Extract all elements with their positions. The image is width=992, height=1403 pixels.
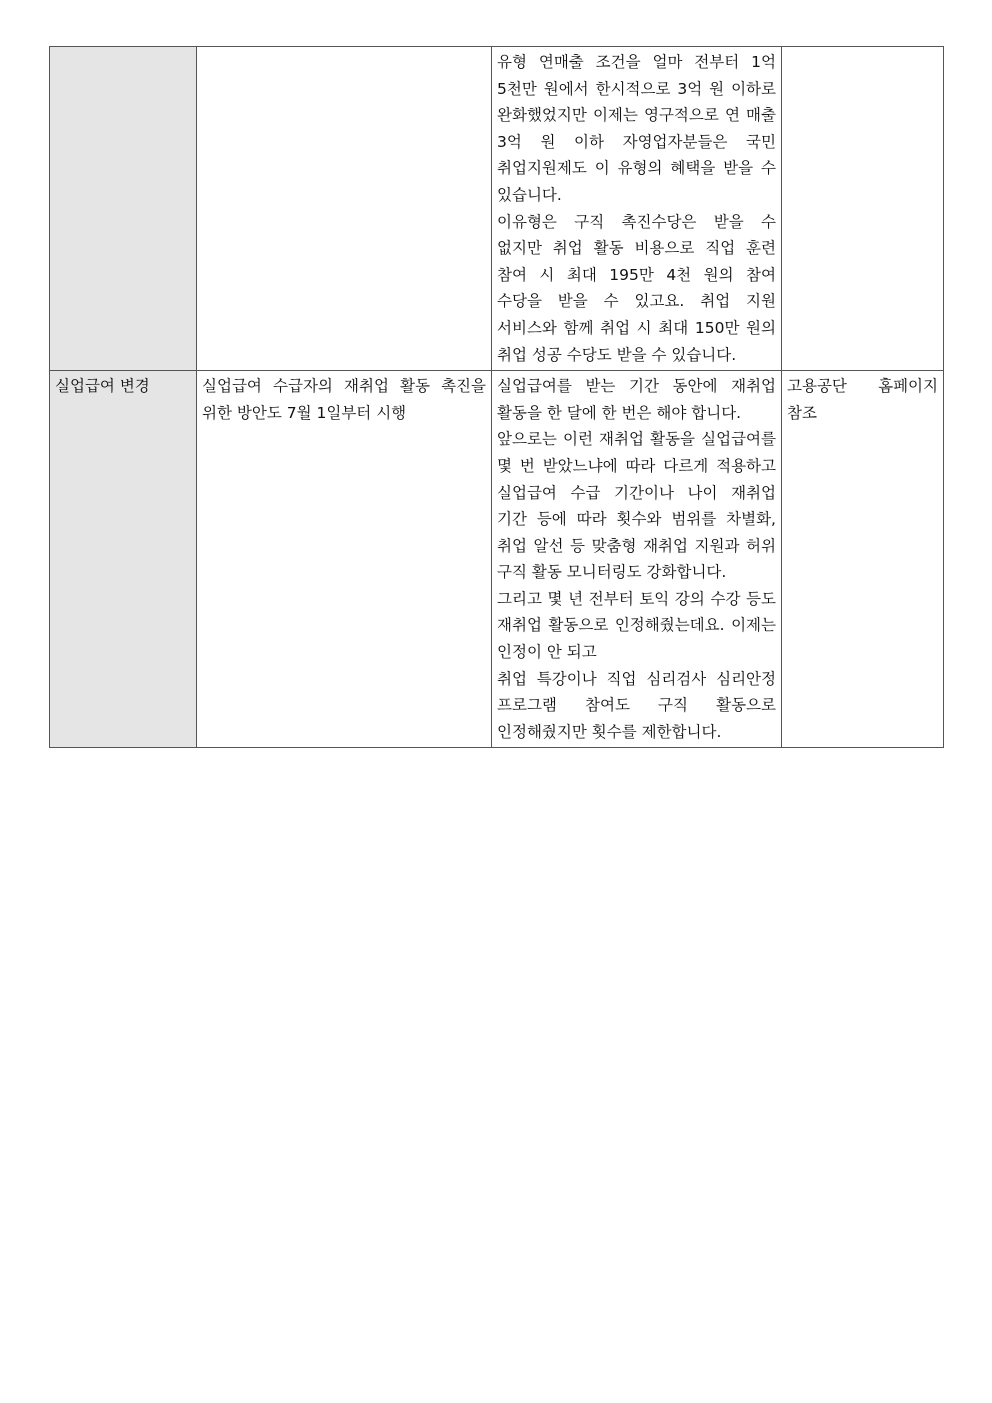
source-cell (782, 47, 944, 371)
source-cell (782, 371, 944, 748)
category-cell: 실업급여 변경 (50, 371, 197, 748)
detail-cell (492, 371, 782, 748)
source-ref: 참조 (787, 403, 817, 422)
detail-paragraph: 그리고 몇 년 전부터 토익 강의 수강 등도 재취업 활동으로 인정해줬는데요. 이제는 인정이 안 되고 (497, 589, 776, 662)
detail-paragraph: 앞으로는 이런 재취업 활동을 실업급여를 몇 번 받았느냐에 따라 다르게 적용하고 실업급여 수급 기간이나 나이 재취업 기간 등에 따라 횟수와 범위를 차별화, 취업 알선 등 맞춤형 재취업 지원과 허위 구직 활동 모니터링도 강화합니다. (497, 430, 776, 582)
policy-table (49, 46, 944, 748)
detail-paragraph: 취업 특강이나 직업 심리검사 심리안정 프로그램 참여도 구직 활동으로 인정해줬지만 횟수를 제한합니다. (497, 669, 776, 741)
table-row (50, 47, 944, 371)
source-site: 홈페이지 (878, 377, 938, 396)
detail-paragraph: 이유형은 구직 촉진수당은 받을 수 없지만 취업 활동 비용으로 직업 훈련 참여 시 최대 195만 4천 원의 참여 수당을 받을 수 있고요. 취업 지원 서비스와 함께 취업 시 최대 150만 원의 취업 성공 수당도 받을 수 있습니다. (497, 212, 776, 364)
source-org: 고용공단 (787, 377, 847, 396)
summary-cell (197, 47, 492, 371)
category-cell (50, 47, 197, 371)
table-row (50, 371, 944, 748)
detail-cell (492, 47, 782, 371)
detail-paragraph: 실업급여를 받는 기간 동안에 재취업 활동을 한 달에 한 번은 해야 합니다. (497, 377, 776, 422)
detail-paragraph: 유형 연매출 조건을 얼마 전부터 1억 5천만 원에서 한시적으로 3억 원 이하로 완화했었지만 이제는 영구적으로 연 매출 3억 원 이하 자영업자분들은 국민 취업지원제도 이 유형의 혜택을 받을 수 있습니다. (497, 53, 776, 204)
source-line (787, 373, 938, 400)
summary-cell: 실업급여 수급자의 재취업 활동 촉진을 위한 방안도 7월 1일부터 시행 (197, 371, 492, 748)
